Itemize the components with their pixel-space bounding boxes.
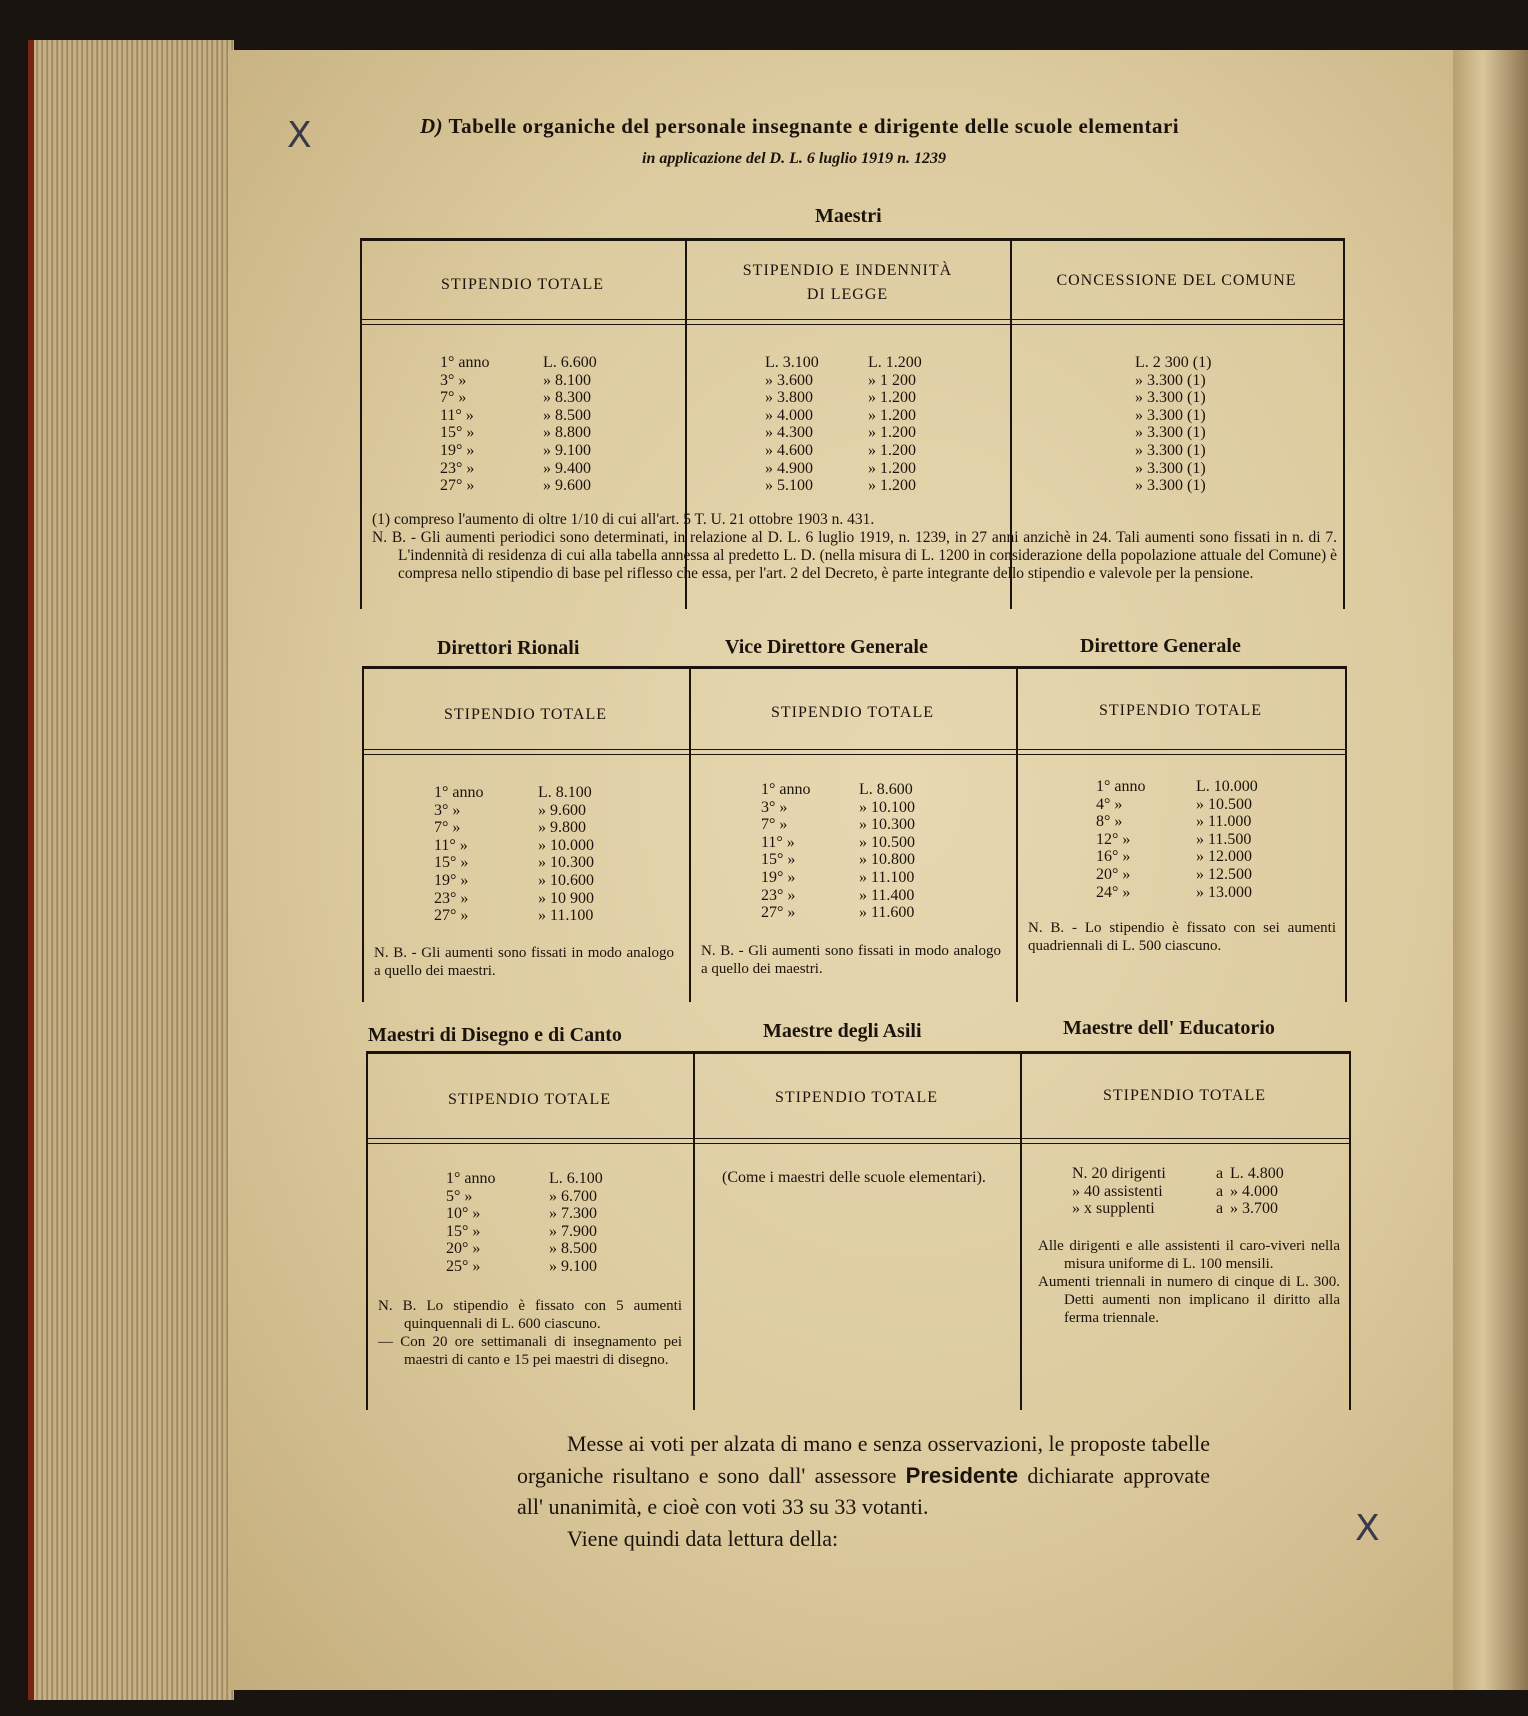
book-page-edges <box>28 40 234 1700</box>
year-cell: 16° » <box>1096 848 1131 866</box>
educatorio-notes <box>1038 1237 1340 1327</box>
title-label: D) <box>420 114 444 138</box>
fraction: 1/10 <box>570 511 599 528</box>
table-row <box>689 851 1016 869</box>
table-row <box>366 1223 693 1241</box>
md-nb1: N. B. Lo stipendio è fissato con 5 aumenti quinquennali di L. 600 ciascuno. <box>378 1298 682 1332</box>
table-row <box>1016 813 1345 831</box>
stipendio-cell: » 12.500 <box>1196 865 1252 883</box>
table-row <box>362 854 689 872</box>
year-cell: 11° » <box>761 833 795 851</box>
table-row <box>360 477 1343 495</box>
year-cell: 20° » <box>1096 865 1131 883</box>
concessione-cell: » 3.300 (1) <box>1135 441 1206 459</box>
indennita-cell: L. 1.200 <box>868 354 922 371</box>
table-row <box>1016 884 1345 902</box>
a-cell: a <box>1216 1182 1224 1200</box>
stipendio-cell: » 10.000 <box>538 836 594 854</box>
year-cell: 4° » <box>1096 795 1123 813</box>
year-cell: 7° » <box>440 389 467 407</box>
col2-header-line2: DI LEGGE <box>806 286 889 303</box>
educatorio-nb2: Aumenti triennali in numero di cinque di L. 300. Detti aumenti non implicano il diritto alla ferma triennale. <box>1038 1274 1340 1326</box>
table-row <box>366 1205 693 1223</box>
stipendio-cell: » 11.000 <box>1196 813 1252 831</box>
header-rule <box>364 749 1345 755</box>
stipendio-cell: » 8.100 <box>543 371 591 389</box>
stipendio-legge-cell: » 3.800 <box>765 389 813 407</box>
staff-cell: » x supplenti <box>1072 1200 1155 1218</box>
stipendio-cell: » 8.300 <box>543 389 591 407</box>
stipendio-cell: » 9.600 <box>538 801 586 819</box>
stipendio-legge-cell: » 5.100 <box>765 477 813 495</box>
vice-direttore-rows <box>689 781 1016 922</box>
stipendio-legge-cell: » 3.600 <box>765 371 813 389</box>
table-row <box>1016 866 1345 884</box>
concessione-cell: L. 2 300 (1) <box>1135 354 1212 371</box>
reading-paragraph: Viene quindi data lettura della: <box>567 1525 839 1551</box>
stipendio-legge-cell: » 4.600 <box>765 441 813 459</box>
indennita-cell: » 1.200 <box>868 389 916 407</box>
educatorio-rows <box>1020 1165 1349 1218</box>
maestri-rows <box>360 354 1343 495</box>
stipendio-cell: » 11.600 <box>859 904 915 922</box>
a-cell: a <box>1216 1165 1224 1182</box>
stipendio-cell: » 13.000 <box>1196 883 1252 901</box>
year-cell: 25° » <box>446 1257 481 1275</box>
indennita-cell: » 1.200 <box>868 459 916 477</box>
stipendio-cell: L. 6.600 <box>543 354 597 371</box>
table-row <box>1020 1165 1349 1183</box>
stipendio-legge-cell: » 4.900 <box>765 459 813 477</box>
table-row <box>1016 848 1345 866</box>
table-row <box>689 869 1016 887</box>
stipendio-cell: » 11.100 <box>538 907 594 925</box>
stipendio-cell: » 12.000 <box>1196 848 1252 866</box>
year-cell: 7° » <box>761 816 788 834</box>
year-cell: 15° » <box>434 854 469 872</box>
year-cell: 27° » <box>440 477 475 495</box>
maestri-col3-header: CONCESSIONE DEL COMUNE <box>1056 272 1297 289</box>
header-rule <box>368 1138 1349 1144</box>
year-cell: 15° » <box>761 851 796 869</box>
stipendio-cell: » 10.300 <box>538 854 594 872</box>
concessione-cell: » 3.300 (1) <box>1135 371 1206 389</box>
approval-paragraph: Messe ai voti per alzata di mano e senza osservazioni, le proposte tabelle organiche risultano e sono dall' assessore Presidente dichiarate approvate all' unanimità, e cioè con voti 33 su 33 votanti. <box>517 1431 1210 1519</box>
dr-nb3: N. B. - Lo stipendio è fissato con sei aumenti quadriennali di L. 500 ciascuno. <box>1028 920 1336 954</box>
header-rule <box>362 319 1343 325</box>
stipendio-cell: » 9.800 <box>538 819 586 837</box>
year-cell: 1° anno <box>440 354 490 371</box>
stipendio-cell: » 10.300 <box>859 816 915 834</box>
table-row <box>366 1240 693 1258</box>
col-rule <box>1343 241 1345 609</box>
concessione-cell: » 3.300 (1) <box>1135 459 1206 477</box>
stipendio-legge-cell: L. 3.100 <box>765 354 819 371</box>
stipendio-cell: » 4.000 <box>1230 1182 1278 1200</box>
maestri-footnote: (1) compreso l'aumento di oltre 1/10 di cui all'art. 5 T. U. 21 ottobre 1903 n. 431. N. B. - Gli aumenti periodici sono determinati, in relazione al D. L. 6 luglio 1919, n. 1239, in 27 anni anzichè in 24. Tali aumenti sono fissati in n. di 7. L'indennità di residenza di cui alla tabella annessa al predetto L. D. (nella misura di L. 1200 in considerazione della popolazione attuale del Comune) è compresa nello stipendio di base pel riflesso che essa, per l'art. 2 del Decreto, è parte integrante dello stipendio e valevole per la pensione. <box>372 511 1337 582</box>
year-cell: 24° » <box>1096 883 1131 901</box>
col-rule <box>1349 1054 1351 1410</box>
table-row <box>360 389 1343 407</box>
stipendio-cell: » 9.400 <box>543 459 591 477</box>
md-nb2: — Con 20 ore settimanali di insegnamento pei maestri di canto e 15 pei maestri di disegno. <box>378 1334 682 1368</box>
stipendio-cell: L. 4.800 <box>1230 1165 1284 1182</box>
stipendio-cell: » 9.100 <box>543 441 591 459</box>
presidente-bold: Presidente <box>905 1462 1019 1488</box>
closing-paragraph <box>517 1428 1210 1554</box>
md-col2-header: STIPENDIO TOTALE <box>774 1089 938 1106</box>
concessione-cell: » 3.300 (1) <box>1135 389 1206 407</box>
dr-col1-header: STIPENDIO TOTALE <box>443 706 607 723</box>
table-row <box>362 907 689 925</box>
stipendio-cell: » 10.800 <box>859 851 915 869</box>
stipendio-cell: » 6.700 <box>549 1187 597 1205</box>
stipendio-cell: L. 8.100 <box>538 784 592 801</box>
md-col1-header: STIPENDIO TOTALE <box>447 1091 611 1108</box>
year-cell: 19° » <box>761 868 796 886</box>
staff-cell: N. 20 dirigenti <box>1072 1165 1166 1182</box>
stipendio-cell: » 7.900 <box>549 1222 597 1240</box>
table-row <box>360 407 1343 425</box>
year-cell: 12° » <box>1096 830 1131 848</box>
md-notes <box>378 1297 682 1369</box>
stipendio-cell: » 9.600 <box>543 477 591 495</box>
table-row <box>689 887 1016 905</box>
maestri-table <box>360 238 1345 609</box>
document-title: D) Tabelle organiche del personale insegnante e dirigente delle scuole elementari <box>420 114 1180 138</box>
direttori-table <box>362 666 1347 1002</box>
dr-nb2: N. B. - Gli aumenti sono fissati in modo analogo a quello dei maestri. <box>701 943 1001 977</box>
maestri-nb: N. B. - Gli aumenti periodici sono determinati, in relazione al D. L. 6 luglio 1919, n. 1239, in 27 anni anzichè in 24. Tali aumenti sono fissati in n. di 7. L'indennità di residenza di cui alla tabella annessa al predetto L. D. (nella misura di L. 1200 in considerazione della popolazione attuale del Comune) è compresa nello stipendio di base pel riflesso che essa, per l'art. 2 del Decreto, è parte integrante dello stipendio e valevole per la pensione. <box>372 529 1337 582</box>
educatorio-nb1: Alle dirigenti e alle assistenti il caro-viveri nella misura uniforme di L. 100 mensili. <box>1038 1238 1340 1272</box>
year-cell: 3° » <box>440 371 467 389</box>
year-cell: 10° » <box>446 1205 481 1223</box>
direttori-rionali-title: Direttori Rionali <box>437 637 580 659</box>
md-col3-header: STIPENDIO TOTALE <box>1102 1087 1266 1104</box>
table-row <box>362 802 689 820</box>
year-cell: 19° » <box>434 871 469 889</box>
staff-cell: » 40 assistenti <box>1072 1182 1163 1200</box>
table-row <box>689 781 1016 799</box>
indennita-cell: » 1 200 <box>868 371 916 389</box>
year-cell: 23° » <box>434 889 469 907</box>
year-cell: 3° » <box>761 798 788 816</box>
indennita-cell: » 1.200 <box>868 424 916 442</box>
concessione-cell: » 3.300 (1) <box>1135 424 1206 442</box>
stipendio-cell: L. 10.000 <box>1196 778 1258 795</box>
table-row <box>362 784 689 802</box>
year-cell: 1° anno <box>1096 778 1146 795</box>
year-cell: 15° » <box>446 1222 481 1240</box>
table-row <box>689 834 1016 852</box>
table-row <box>362 837 689 855</box>
maestri-col2-header <box>685 259 1010 307</box>
table-row <box>689 799 1016 817</box>
table-row <box>1016 831 1345 849</box>
direttori-rionali-rows <box>362 784 689 925</box>
maestri-disegno-rows <box>366 1170 693 1276</box>
table-row <box>689 904 1016 922</box>
pencil-mark-left: X <box>287 115 312 156</box>
table-row <box>1016 778 1345 796</box>
direttore-generale-title: Direttore Generale <box>1080 635 1241 657</box>
year-cell: 8° » <box>1096 813 1123 831</box>
col-rule <box>1345 669 1347 1002</box>
document-subtitle: in applicazione del D. L. 6 luglio 1919 n. 1239 <box>642 150 947 167</box>
stipendio-cell: » 11.500 <box>1196 830 1252 848</box>
maestri-title: Maestri <box>815 205 882 227</box>
table-row <box>1020 1200 1349 1218</box>
pencil-mark-right: X <box>1355 1508 1380 1549</box>
stipendio-cell: » 11.400 <box>859 886 915 904</box>
year-cell: 15° » <box>440 424 475 442</box>
table-row <box>360 372 1343 390</box>
indennita-cell: » 1.200 <box>868 441 916 459</box>
year-cell: 23° » <box>761 886 796 904</box>
col2-header-line1: STIPENDIO E INDENNITÀ <box>742 262 953 279</box>
dr-col3-header: STIPENDIO TOTALE <box>1098 702 1262 719</box>
dr-nb1: N. B. - Gli aumenti sono fissati in modo analogo a quello dei maestri. <box>374 945 674 979</box>
stipendio-cell: » 9.100 <box>549 1257 597 1275</box>
indennita-cell: » 1.200 <box>868 477 916 495</box>
maestri-disegno-table <box>366 1051 1351 1410</box>
year-cell: 11° » <box>434 836 468 854</box>
table-row <box>360 460 1343 478</box>
table-row <box>362 890 689 908</box>
year-cell: 19° » <box>440 441 475 459</box>
stipendio-cell: » 7.300 <box>549 1205 597 1223</box>
table-row <box>366 1170 693 1188</box>
table-row <box>1016 796 1345 814</box>
maestri-disegno-title: Maestri di Disegno e di Canto <box>368 1024 622 1046</box>
concessione-cell: » 3.300 (1) <box>1135 477 1206 495</box>
year-cell: 20° » <box>446 1240 481 1258</box>
a-cell: a <box>1216 1200 1224 1218</box>
stipendio-legge-cell: » 4.300 <box>765 424 813 442</box>
table-row <box>362 872 689 890</box>
table-row <box>360 442 1343 460</box>
stipendio-cell: » 8.800 <box>543 424 591 442</box>
table-row <box>366 1258 693 1276</box>
stipendio-cell: » 10.500 <box>1196 795 1252 813</box>
table-row <box>689 816 1016 834</box>
stipendio-cell: » 3.700 <box>1230 1200 1278 1218</box>
maestri-col1-header: STIPENDIO TOTALE <box>440 276 604 293</box>
year-cell: 3° » <box>434 801 461 819</box>
stipendio-cell: » 11.100 <box>859 868 915 886</box>
dr-col2-header: STIPENDIO TOTALE <box>770 704 934 721</box>
concessione-cell: » 3.300 (1) <box>1135 406 1206 424</box>
year-cell: 7° » <box>434 819 461 837</box>
year-cell: 1° anno <box>761 781 811 798</box>
indennita-cell: » 1.200 <box>868 406 916 424</box>
year-cell: 11° » <box>440 406 474 424</box>
asili-note: (Come i maestri delle scuole elementari). <box>722 1169 986 1186</box>
year-cell: 1° anno <box>434 784 484 801</box>
table-row <box>362 819 689 837</box>
stipendio-cell: » 10 900 <box>538 889 594 907</box>
stipendio-cell: » 10.600 <box>538 871 594 889</box>
year-cell: 27° » <box>434 907 469 925</box>
stipendio-legge-cell: » 4.000 <box>765 406 813 424</box>
year-cell: 23° » <box>440 459 475 477</box>
maestre-educatorio-title: Maestre dell' Educatorio <box>1063 1017 1275 1039</box>
stipendio-cell: L. 6.100 <box>549 1170 603 1187</box>
vice-direttore-title: Vice Direttore Generale <box>725 636 928 658</box>
table-row <box>366 1188 693 1206</box>
year-cell: 27° » <box>761 904 796 922</box>
table-row <box>1020 1183 1349 1201</box>
stipendio-cell: » 8.500 <box>543 406 591 424</box>
stipendio-cell: L. 8.600 <box>859 781 913 798</box>
stipendio-cell: » 8.500 <box>549 1240 597 1258</box>
stipendio-cell: » 10.100 <box>859 798 915 816</box>
stipendio-cell: » 10.500 <box>859 833 915 851</box>
maestre-asili-title: Maestre degli Asili <box>763 1020 922 1042</box>
facing-page-edge <box>1453 50 1528 1690</box>
year-cell: 1° anno <box>446 1170 496 1187</box>
table-row <box>360 424 1343 442</box>
direttore-generale-rows <box>1016 778 1345 901</box>
table-row <box>360 354 1343 372</box>
year-cell: 5° » <box>446 1187 473 1205</box>
